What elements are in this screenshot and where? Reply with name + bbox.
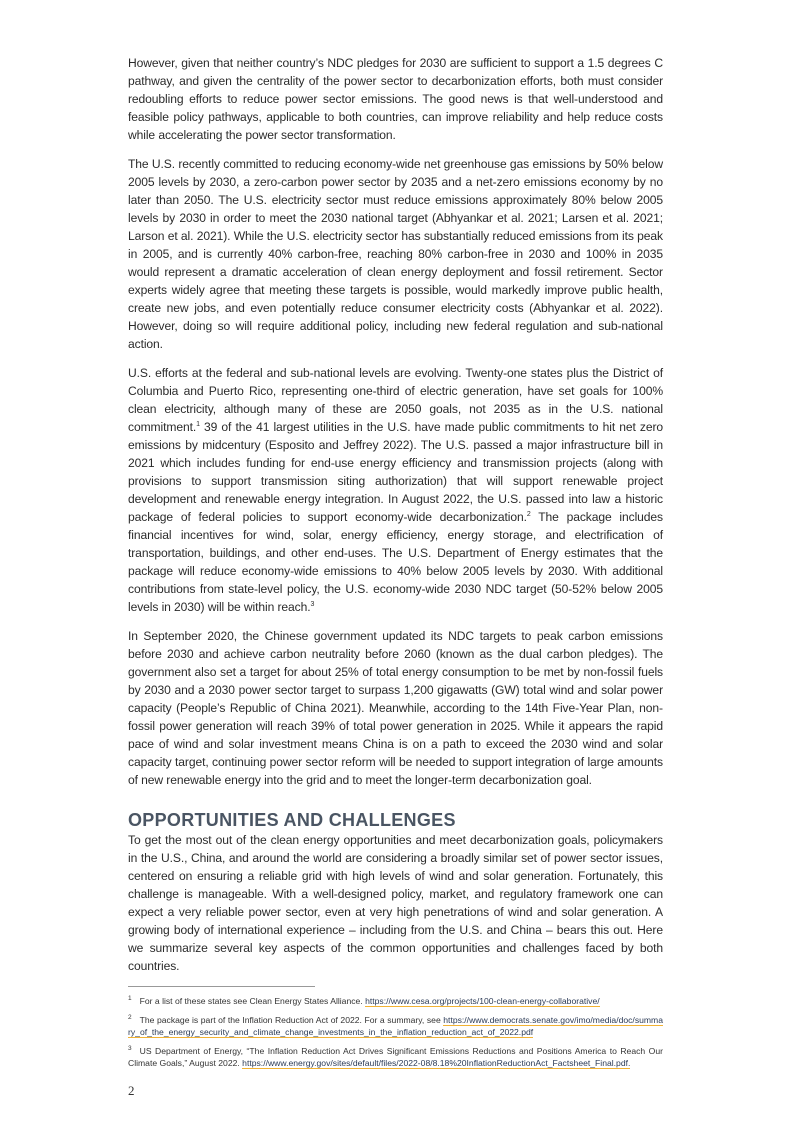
footnote-number: 1 [128,995,132,1002]
main-text [128,54,663,789]
section-opportunities [128,809,663,975]
text-segment: 39 of the 41 largest utilities in the U.S. have made public commitments to hit net zero emissions by midcentury (Esposito and Jeffrey 2022). The U.S. passed a major infrastructure bill in 2021 which includes funding for end-use energy efficiency and transmission projects (along with provisions to support transmission siting authorization) that will support renewable project development and renewable energy integration. In August 2022, the U.S. passed into law a historic package of federal policies to support economy-wide decarbonization. [128,420,663,524]
footnote-3 [128,1043,663,1069]
footnote-text: The package is part of the Inflation Reduction Act of 2022. For a summary, see [139,1015,444,1026]
paragraph-us-efforts [128,364,663,616]
footnote-1 [128,993,663,1007]
footnote-ref-1[interactable]: 1 [196,420,200,428]
footnote-number: 3 [128,1045,132,1053]
footnote-ref-2[interactable]: 2 [526,510,531,518]
footnote-link[interactable]: https://www.energy.gov/sites/default/files/2022-08/8.18%20InflationReductionAct_Factsheet_Final.pdf. [242,1057,631,1068]
section-heading: OPPORTUNITIES AND CHALLENGES [128,810,456,830]
footnote-2 [128,1012,663,1038]
paragraph-us-commitment: The U.S. recently committed to reducing economy-wide net greenhouse gas emissions by 50% below 2005 levels by 2030, a zero-carbon power sector by 2035 and a net-zero emissions economy by no later than 2050. The U.S. electricity sector must reduce emissions approximately 80% below 2005 levels by 2030 in order to meet the 2030 national target (Abhyankar et al. 2021; Larsen et al. 2021; Larson et al. 2021). While the U.S. electricity sector has substantially reduced emissions from its peak in 2005, and is currently 40% carbon-free, reaching 80% carbon-free in 2030 and 100% in 2035 would represent a dramatic acceleration of clean energy deployment and fossil retirement. Sector experts widely agree that meeting these targets is possible, would markedly improve public health, create new jobs, and even potentially reduce consumer electricity costs (Abhyankar et al. 2022). However, doing so will require additional policy, including new federal regulation and sub-national action. [128,157,663,351]
footnote-link[interactable]: https://www.democrats.senate.gov/imo/media/doc/summary_of_the_energy_security_and_climate_change_investments_in_the_inflation_reduction_act_of_2022.pdf [128,1015,663,1037]
page-number: 2 [128,1083,135,1099]
footnote-divider [128,986,315,987]
footnote-text: For a list of these states see Clean Energy States Alliance. [139,995,366,1006]
paragraph-opportunities: To get the most out of the clean energy opportunities and meet decarbonization goals, policymakers in the U.S., China, and around the world are considering a broadly similar set of power sector issues, centered on ensuring a reliable grid with high levels of wind and solar generation. Fortunately, this challenge is manageable. With a well-designed policy, market, and regulatory framework one can expect a very reliable power sector, even at very high penetrations of wind and solar generation. A growing body of international experience – including from the U.S. and China – bears this out. Here we summarize several key aspects of the common opportunities and challenges faced by both countries. [128,833,663,973]
paragraph-ndc-pledges: However, given that neither country’s NDC pledges for 2030 are sufficient to support a 1.5 degrees C pathway, and given the centrality of the power sector to decarbonization efforts, both must consider redoubling efforts to reduce power sector emissions. The good news is that well-understood and feasible policy pathways, applicable to both countries, can improve reliability and help reduce costs while accelerating the power sector transformation. [128,56,663,142]
footnote-number: 2 [128,1014,132,1022]
text-segment: The package includes financial incentives for wind, solar, energy efficiency, energy storage, and electrification of transportation, buildings, and other end-uses. The U.S. Department of Energy estimates that the package will reduce economy-wide emissions to 40% below 2005 levels by 2030. With additional contributions from state-level policy, the U.S. economy-wide 2030 NDC target (50-52% below 2005 levels in 2030) will be within reach. [128,510,663,614]
text-segment: U.S. efforts at the federal and sub-national levels are evolving. Twenty-one states plus the District of Columbia and Puerto Rico, representing one-third of electric generation, have set goals for 100% clean electricity, although many of these are 2050 goals, not 2035 as in the U.S. national commitment. [128,366,663,434]
footnote-ref-3[interactable]: 3 [310,600,315,608]
footnote-link[interactable]: https://www.cesa.org/projects/100-clean-energy-collaborative/ [365,995,600,1006]
footnote-text: US Department of Energy, “The Inflation Reduction Act Drives Significant Emissions Reductions and Positions America to Reach Our Climate Goals,” August 2022. [128,1046,663,1068]
paragraph-china-targets: In September 2020, the Chinese government updated its NDC targets to peak carbon emissions before 2030 and achieve carbon neutrality before 2060 (known as the dual carbon pledges). The government also set a target for about 25% of total energy consumption to be met by non-fossil fuels by 2030 and a 2030 power sector target to surpass 1,200 gigawatts (GW) total wind and solar power capacity (People’s Republic of China 2021). Meanwhile, according to the 14th Five-Year Plan, non-fossil power generation will reach 39% of total power generation in 2025. While it appears the rapid pace of wind and solar investment means China is on a path to exceed the 2030 wind and solar capacity target, continuing power sector reform will be needed to support integration of large amounts of new renewable energy into the grid and to meet the longer-term decarbonization goal. [128,629,663,787]
